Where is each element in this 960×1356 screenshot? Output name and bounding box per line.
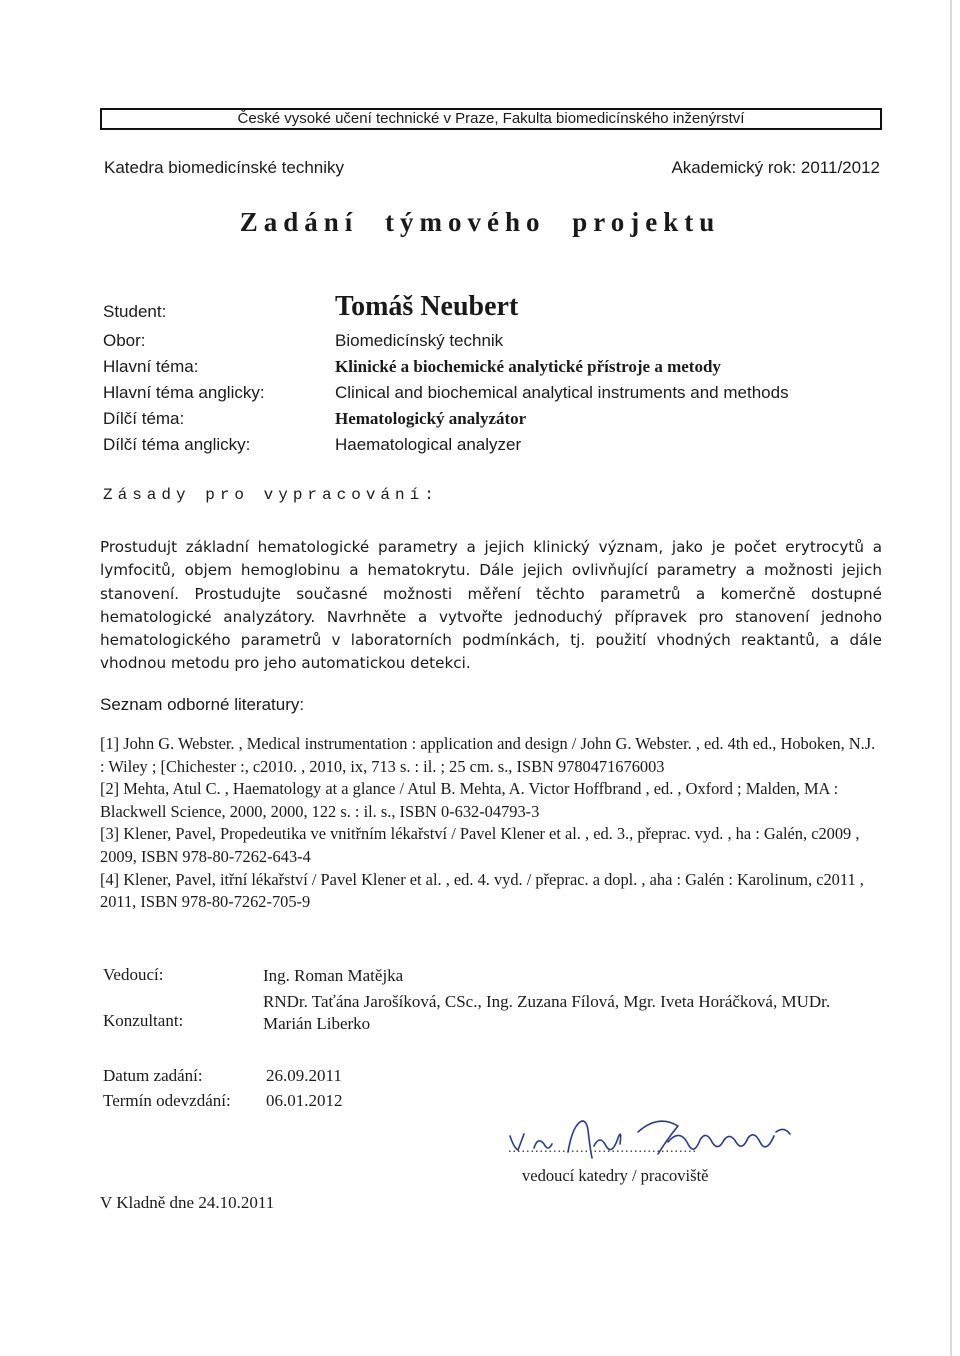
literature-list	[100, 733, 882, 914]
student-label: Student:	[103, 302, 167, 321]
place-date: V Kladně dne 24.10.2011	[100, 1193, 275, 1212]
subtopic-value: Hematologický analyzátor	[335, 409, 527, 428]
literature-heading: Seznam odborné literatury:	[100, 695, 305, 714]
literature-item: [3] Klener, Pavel, Propedeutika ve vnitřním lékařství / Pavel Klener et al. , ed. 3., přeprac. vyd. , ha : Galén, c2009 , 2009, ISBN 978-80-7262-643-4	[100, 824, 860, 866]
guidelines-text: Prostudujt základní hematologické parametry a jejich klinický význam, jako je počet erytrocytů a lymfocitů, objem hemoglobinu a hematokrytu. Dále jejich ovlivňující parametry a možnosti jejich stanovení. Prostudujte současné možnosti měření těchto parametrů a komerčně dostupné hematologické analyzátory. Navrhněte a vytvořte jednoduchý přípravek pro stanovení jednoho hematologického parametrů v laboratorních podmínkách, tj. použití vhodných reaktantů, a dále vhodnou metodu pro jeho automatickou detekci.	[100, 538, 882, 673]
department-name: Katedra biomedicínské techniky	[104, 158, 345, 177]
consultant-value: RNDr. Taťána Jarošíková, CSc., Ing. Zuzana Fílová, Mgr. Iveta Horáčková, MUDr. Marián Liberko	[263, 992, 831, 1033]
department-row	[104, 158, 880, 178]
literature-item: [2] Mehta, Atul C. , Haematology at a glance / Atul B. Mehta, A. Victor Hoffbrand , ed. , Oxford ; Malden, MA : Blackwell Science, 2000, 2000, 122 s. : il. s., ISBN 0-632-04793-3	[100, 779, 839, 821]
obor-label: Obor:	[103, 331, 146, 350]
signature-line: ..........................................	[508, 1141, 697, 1156]
guidelines-heading: Zásady pro vypracování:	[103, 486, 439, 504]
main-topic-en-label: Hlavní téma anglicky:	[103, 383, 265, 402]
deadline-label: Termín odevzdání:	[103, 1091, 231, 1110]
main-topic-value: Klinické a biochemické analytické přístroje a metody	[335, 357, 721, 376]
subtopic-en-label: Dílčí téma anglicky:	[103, 435, 251, 454]
supervisor-value: Ing. Roman Matějka	[263, 966, 404, 985]
page-edge	[950, 0, 952, 1356]
literature-item: [1] John G. Webster. , Medical instrumentation : application and design / John G. Webster. , ed. 4th ed., Hoboken, N.J. : Wiley ; [Chichester :, c2010. , 2010, ix, 713 s. : il. ; 25 cm. s., ISBN 9780471676003	[100, 734, 876, 776]
main-topic-label: Hlavní téma:	[103, 357, 199, 376]
literature-item: [4] Klener, Pavel, itřní lékařství / Pavel Klener et al. , ed. 4. vyd. / přeprac. a dopl. , aha : Galén : Karolinum, c2011 , 2011, ISBN 978-80-7262-705-9	[100, 869, 864, 912]
page-title: Zadání týmového projektu	[239, 207, 721, 237]
academic-year: Akademický rok: 2011/2012	[671, 158, 880, 177]
main-topic-en-value: Clinical and biochemical analytical instruments and methods	[335, 383, 789, 402]
obor-value: Biomedicínský technik	[335, 331, 504, 350]
assignment-date-label: Datum zadání:	[103, 1066, 203, 1085]
deadline-value: 06.01.2012	[266, 1091, 343, 1110]
consultant-label: Konzultant:	[103, 1011, 184, 1030]
institution-header: České vysoké učení technické v Praze, Fakulta biomedicínského inženýrství	[100, 108, 882, 130]
supervisor-label: Vedoucí:	[103, 965, 164, 984]
student-name: Tomáš Neubert	[335, 291, 519, 322]
subtopic-label: Dílčí téma:	[103, 409, 185, 428]
subtopic-en-value: Haematological analyzer	[335, 435, 522, 454]
assignment-date-value: 26.09.2011	[266, 1066, 342, 1085]
signature-caption: vedoucí katedry / pracoviště	[522, 1166, 709, 1185]
